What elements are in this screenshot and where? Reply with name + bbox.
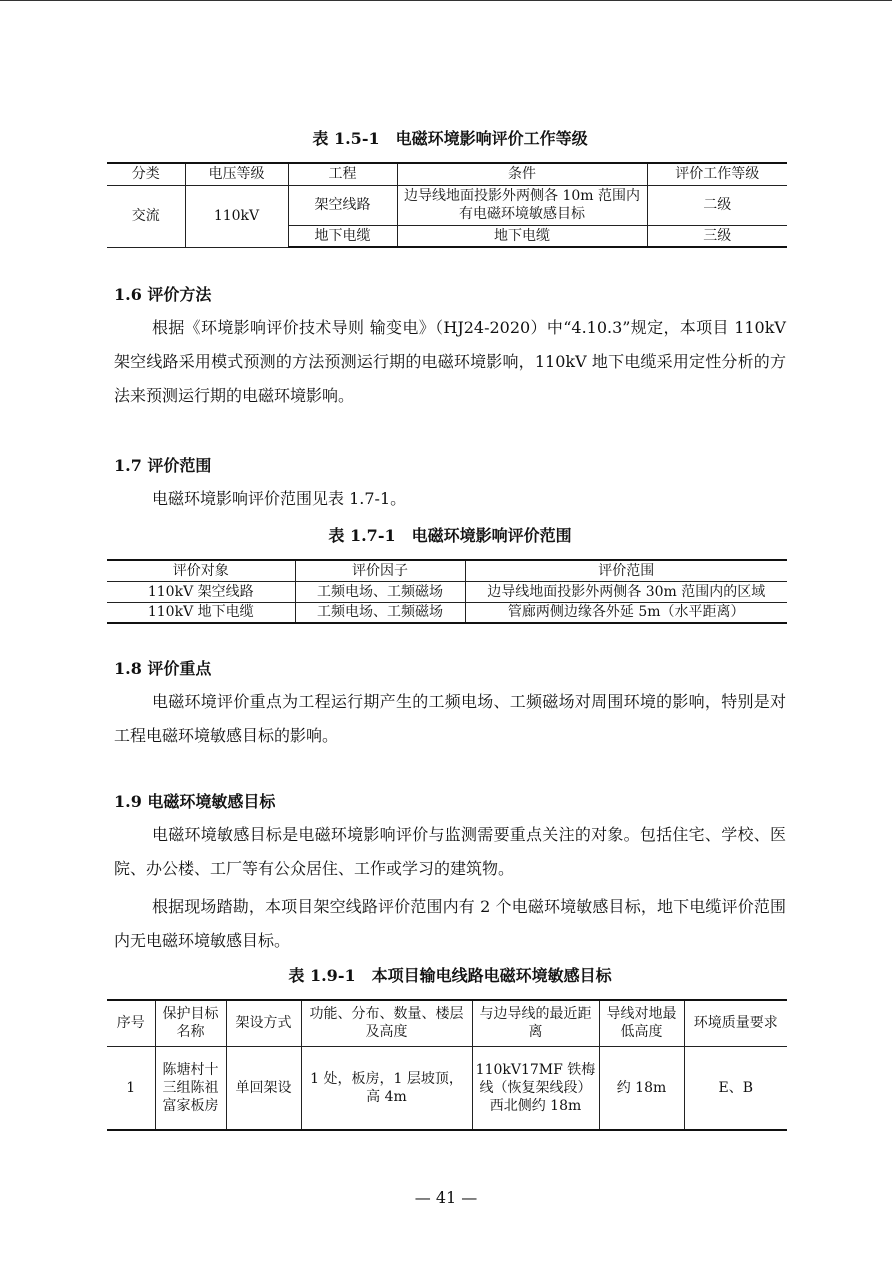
table-header-cell: 评价工作等级 [647, 163, 787, 185]
section-1-8-heading: 1.8 评价重点 [114, 659, 212, 678]
section-1-8-paragraph: 电磁环境评价重点为工程运行期产生的工频电场、工频磁场对周围环境的影响，特别是对工程电磁环境敏感目标的影响。 [114, 692, 786, 745]
table-header-cell: 架设方式 [226, 1000, 301, 1046]
table-row [107, 602, 787, 623]
section-1-7-heading: 1.7 评价范围 [114, 456, 212, 475]
project-cell: 地下电缆 [288, 225, 397, 247]
project-cell: 架空线路 [288, 185, 397, 225]
table-cell: 单回架设 [226, 1046, 301, 1130]
table-1-9-1 [107, 999, 787, 1131]
table-cell: 110kV 地下电缆 [107, 602, 295, 623]
grade-cell: 二级 [647, 185, 787, 225]
table-cell: 约 18m [599, 1046, 684, 1130]
table-cell: 1 [107, 1046, 155, 1130]
category-cell: 交流 [107, 185, 185, 247]
table-header-cell: 分类 [107, 163, 185, 185]
table-header-cell: 保护目标名称 [155, 1000, 226, 1046]
section-1-6-heading: 1.6 评价方法 [114, 285, 212, 304]
table-header-cell: 评价对象 [107, 560, 295, 581]
condition-cell: 地下电缆 [397, 225, 647, 247]
table-cell: 工频电场、工频磁场 [295, 602, 465, 623]
table-header-cell: 功能、分布、数量、楼层及高度 [301, 1000, 472, 1046]
table-1-5-1 [107, 162, 787, 248]
table-header-cell: 电压等级 [185, 163, 288, 185]
grade-cell: 三级 [647, 225, 787, 247]
table-header-cell: 评价范围 [465, 560, 787, 581]
table-cell: E、B [684, 1046, 787, 1130]
table-header-cell: 条件 [397, 163, 647, 185]
section-1-9-paragraph-1: 电磁环境敏感目标是电磁环境影响评价与监测需要重点关注的对象。包括住宅、学校、医院、办公楼、工厂等有公众居住、工作或学习的建筑物。 [114, 825, 786, 878]
table-cell: 工频电场、工频磁场 [295, 581, 465, 602]
table-1-7-1-caption: 表 1.7-1 电磁环境影响评价范围 [328, 526, 572, 545]
table-1-5-1-caption: 表 1.5-1 电磁环境影响评价工作等级 [312, 129, 588, 148]
section-1-9-heading: 1.9 电磁环境敏感目标 [114, 792, 276, 811]
table-header-cell: 导线对地最低高度 [599, 1000, 684, 1046]
table-header-cell: 工程 [288, 163, 397, 185]
table-1-7-1 [107, 559, 787, 624]
voltage-cell: 110kV [185, 185, 288, 247]
page-top-border [0, 0, 892, 1]
table-row [107, 1046, 787, 1130]
table-cell: 110kV17MF 铁梅线（恢复架线段）西北侧约 18m [472, 1046, 599, 1130]
table-1-9-1-caption: 表 1.9-1 本项目输电线路电磁环境敏感目标 [288, 966, 612, 985]
table-cell: 管廊两侧边缘各外延 5m（水平距离） [465, 602, 787, 623]
table-header-cell: 序号 [107, 1000, 155, 1046]
table-header-cell: 环境质量要求 [684, 1000, 787, 1046]
table-row [107, 185, 787, 225]
section-1-7-paragraph: 电磁环境影响评价范围见表 1.7-1。 [152, 489, 407, 508]
table-cell: 陈塘村十三组陈祖富家板房 [155, 1046, 226, 1130]
table-header-cell: 与边导线的最近距离 [472, 1000, 599, 1046]
page-number: — 41 — [414, 1188, 478, 1207]
table-header-cell: 评价因子 [295, 560, 465, 581]
condition-cell: 边导线地面投影外两侧各 10m 范围内有电磁环境敏感目标 [397, 185, 647, 225]
section-1-9-paragraph-2: 根据现场踏勘，本项目架空线路评价范围内有 2 个电磁环境敏感目标，地下电缆评价范围内无电磁环境敏感目标。 [114, 897, 786, 950]
table-cell: 1 处，板房，1 层坡顶，高 4m [301, 1046, 472, 1130]
table-cell: 110kV 架空线路 [107, 581, 295, 602]
table-row [107, 581, 787, 602]
table-cell: 边导线地面投影外两侧各 30m 范围内的区域 [465, 581, 787, 602]
section-1-6-paragraph: 根据《环境影响评价技术导则 输变电》（HJ24-2020）中“4.10.3”规定，本项目 110kV 架空线路采用模式预测的方法预测运行期的电磁环境影响，110kV 地下电缆采用定性分析的方法来预测运行期的电磁环境影响。 [114, 318, 786, 405]
